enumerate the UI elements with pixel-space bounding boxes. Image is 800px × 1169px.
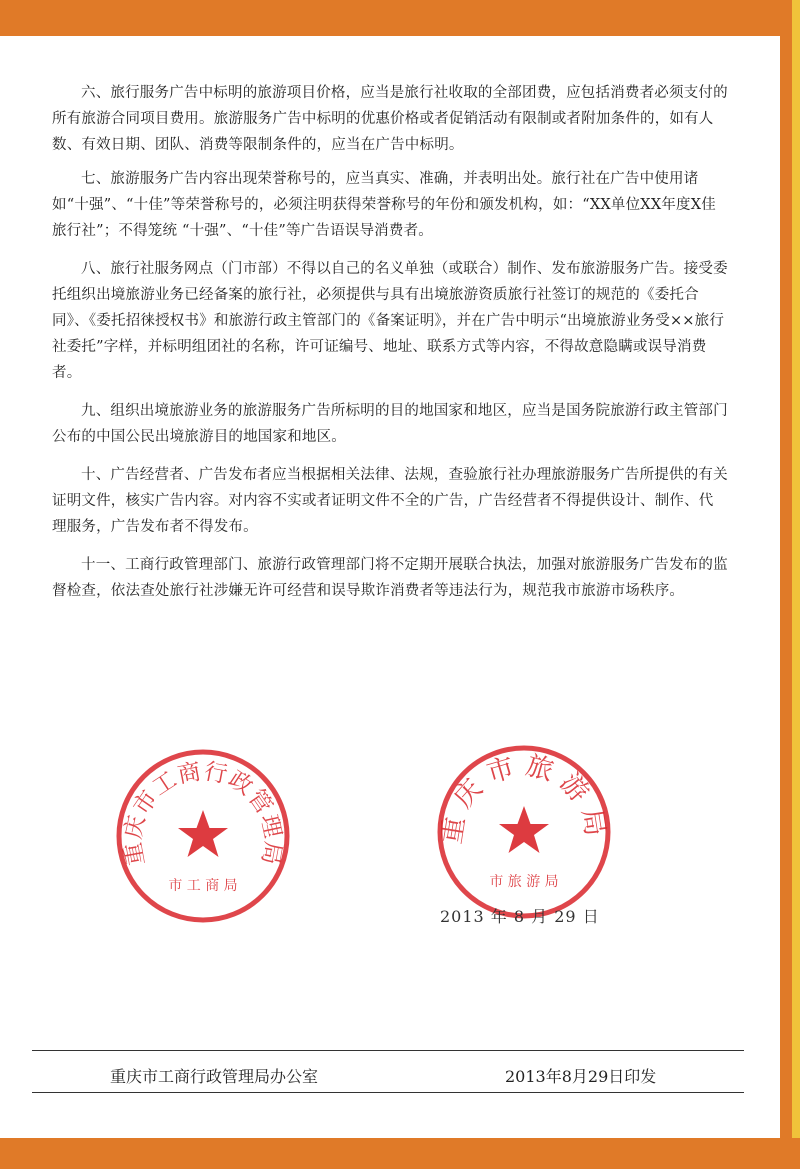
footer-top-rule (32, 1050, 744, 1051)
right-stripe (792, 0, 800, 1169)
seal-industry-commerce (115, 748, 291, 924)
document-page (0, 36, 780, 1138)
footer-issue-date: 2013年8月29日印发 (505, 1067, 657, 1086)
footer-bottom-rule (32, 1092, 744, 1093)
seal-right-inner-text: 市 旅 游 局 (489, 874, 559, 890)
seal-left-star-icon (178, 810, 228, 857)
seal-tourism-bureau-graphic (436, 744, 612, 920)
document-body (52, 80, 728, 612)
clause-9: 九、组织出境旅游业务的旅游服务广告所标明的目的地国家和地区，应当是国务院旅游行政主管部门公布的中国公民出境旅游目的地国家和地区。 (52, 403, 728, 445)
seal-date: 2013 年 8 月 29 日 (440, 907, 600, 926)
seal-right-star-icon (499, 806, 549, 853)
clause-11: 十一、工商行政管理部门、旅游行政管理部门将不定期开展联合执法，加强对旅游服务广告发布的监督检查，依法查处旅行社涉嫌无许可经营和误导欺诈消费者等违法行为，规范我市旅游市场秩序。 (52, 557, 728, 599)
seal-tourism-bureau (436, 744, 612, 920)
clause-10: 十、广告经营者、广告发布者应当根据相关法律、法规，查验旅行社办理旅游服务广告所提供的有关证明文件，核实广告内容。对内容不实或者证明文件不全的广告，广告经营者不得提供设计、制作、代理服务，广告发布者不得发布。 (52, 467, 728, 535)
top-border (0, 0, 800, 36)
seal-left-arc-text: 重庆市工商行政管理局 (120, 758, 286, 868)
bottom-border (0, 1138, 800, 1169)
seal-industry-commerce-graphic (115, 748, 291, 924)
seal-left-inner-text: 市 工 商 局 (168, 878, 238, 894)
clause-6: 六、旅行服务广告中标明的旅游项目价格，应当是旅行社收取的全部团费，应包括消费者必须支付的所有旅游合同项目费用。旅游服务广告中标明的优惠价格或者促销活动有限制或者附加条件的，如有人数、有效日期、团队、消费等限制条件的，应当在广告中标明。 (52, 85, 728, 153)
clause-7: 七、旅游服务广告内容出现荣誉称号的，应当真实、准确，并表明出处。旅行社在广告中使用诸如“十强”、“十佳”等荣誉称号的，必须注明获得荣誉称号的年份和颁发机构，如：“XX单位XX年度X佳旅行社”；不得笼统 “十强”、“十佳”等广告语误导消费者。 (52, 171, 716, 239)
footer-issuer: 重庆市工商行政管理局办公室 (110, 1067, 319, 1086)
clause-8: 八、旅行社服务网点（门市部）不得以自己的名义单独（或联合）制作、发布旅游服务广告。接受委托组织出境旅游业务已经备案的旅行社，必须提供与具有出境旅游资质旅行社签订的规范的《委托合同》、《委托招徕授权书》和旅游行政主管部门的《备案证明》，并在广告中明示“出境旅游业务受××旅行社委托”字样，并标明组团社的名称，许可证编号、地址、联系方式等内容，不得故意隐瞒或误导消费者。 (52, 261, 728, 381)
seal-right-arc-text: 重庆市旅游局 (436, 749, 612, 847)
